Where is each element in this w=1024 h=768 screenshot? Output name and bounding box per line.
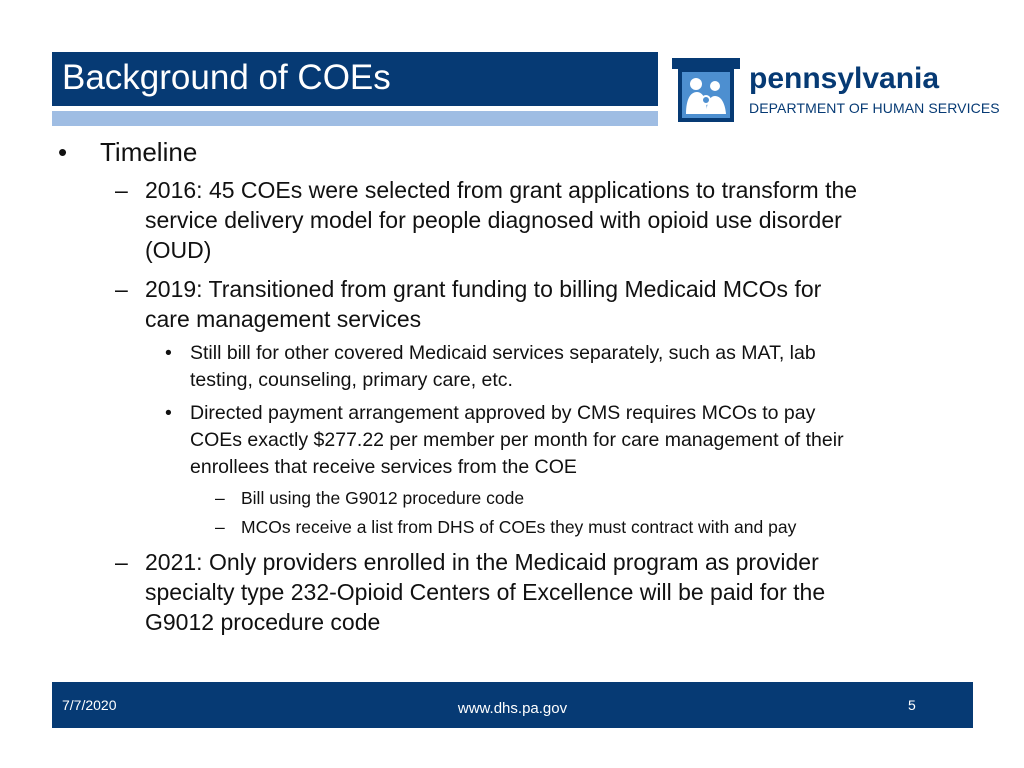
slide-number: 5 <box>908 697 916 713</box>
sub2-line1: Directed payment arrangement approved by CMS requires MCOs to pay <box>190 402 816 424</box>
sub1-line2: testing, counseling, primary care, etc. <box>190 369 513 391</box>
sub2-detail2: MCOs receive a list from DHS of COEs they must contract with and pay <box>241 517 797 537</box>
dash-marker: – <box>115 177 128 203</box>
timeline-heading: Timeline <box>100 137 198 167</box>
item-2016-line1: 2016: 45 COEs were selected from grant applications to transform the <box>145 177 858 203</box>
item-2019-line2: care management services <box>145 306 422 332</box>
dash-marker: – <box>215 517 225 537</box>
sub2-line3: enrollees that receive services from the COE <box>190 456 577 478</box>
sub1-line1: Still bill for other covered Medicaid services separately, such as MAT, lab <box>190 342 816 364</box>
item-2021-line2: specialty type 232-Opioid Centers of Excellence will be paid for the <box>145 579 826 605</box>
dash-marker: – <box>215 488 225 508</box>
sub2-detail1: Bill using the G9012 procedure code <box>241 488 525 508</box>
bullet-marker: • <box>58 137 68 167</box>
dash-marker: – <box>115 276 128 302</box>
logo-name: pennsylvania <box>749 62 940 95</box>
dash-marker: – <box>115 549 128 575</box>
footer-bar <box>52 682 973 728</box>
item-2016-line2: service delivery model for people diagnosed with opioid use disorder <box>145 207 842 233</box>
bullet-marker: • <box>165 402 172 424</box>
footer-url: www.dhs.pa.gov <box>457 700 568 717</box>
slide-title: Background of COEs <box>62 58 391 97</box>
footer-date: 7/7/2020 <box>62 697 117 713</box>
item-2021-line3: G9012 procedure code <box>145 609 381 635</box>
logo-department: DEPARTMENT OF HUMAN SERVICES <box>749 100 1000 116</box>
item-2019-line1: 2019: Transitioned from grant funding to billing Medicaid MCOs for <box>145 276 822 302</box>
item-2016-line3: (OUD) <box>145 237 212 263</box>
bullet-marker: • <box>165 342 172 364</box>
sub2-line2: COEs exactly $277.22 per member per month for care management of their <box>190 429 844 451</box>
item-2021-line1: 2021: Only providers enrolled in the Medicaid program as provider <box>145 549 819 575</box>
